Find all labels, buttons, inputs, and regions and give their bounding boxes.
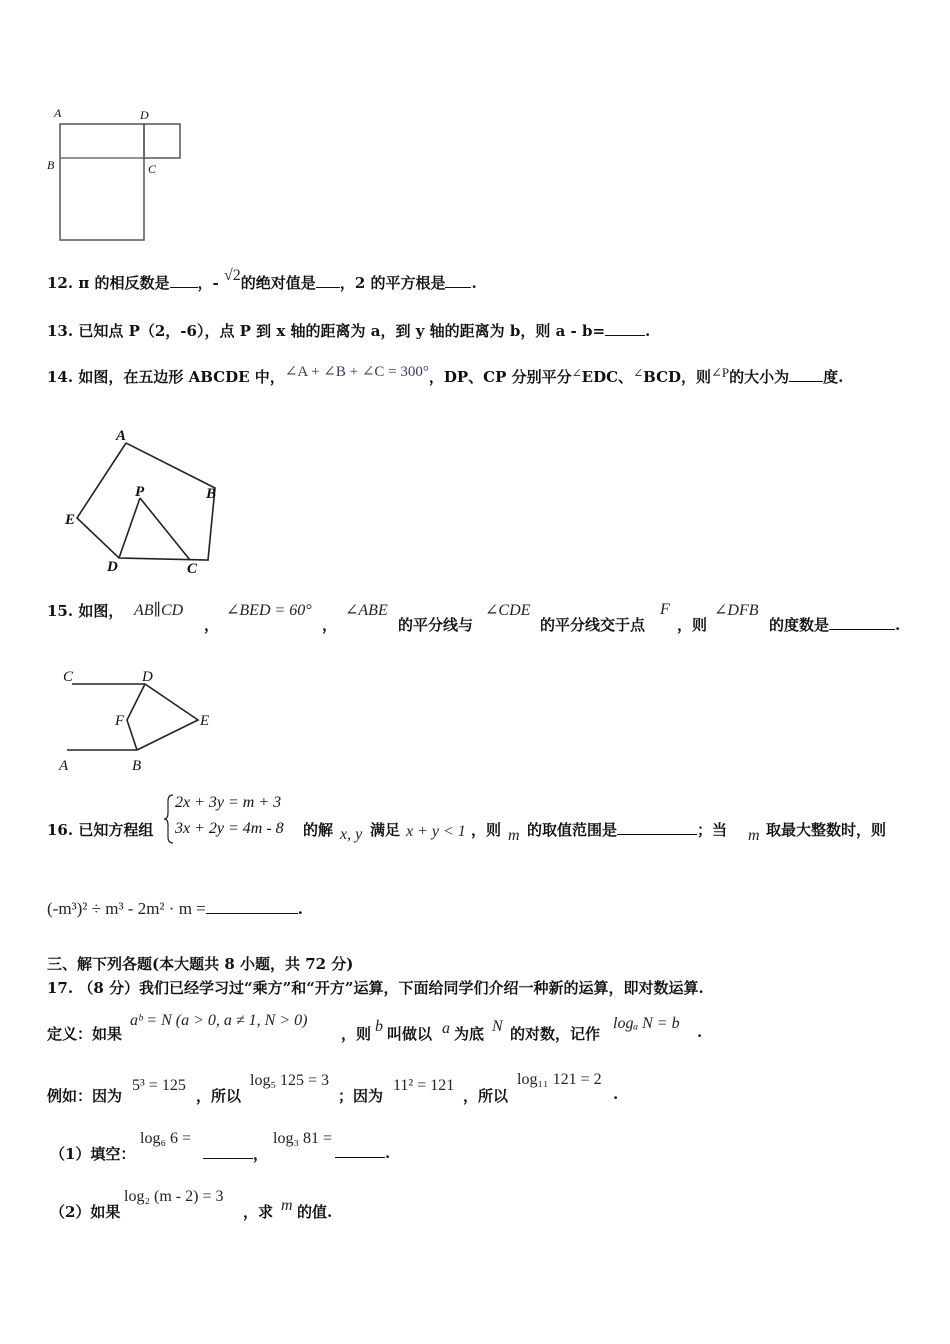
q14-number: 14. [47, 368, 74, 386]
q17-part-1 [50, 1143, 135, 1164]
q15-formula-dfb: ∠DFB [714, 602, 759, 619]
q17-def-a: a [442, 1020, 450, 1037]
q14-text-3: EDC、 [581, 368, 634, 386]
q17-def-text-2: ，则 [341, 1025, 372, 1043]
q17-def-formula: aᵇ = N (a > 0, a ≠ 1, N > 0) [130, 1012, 308, 1029]
pentagon-label-c: C [187, 561, 198, 577]
q17-ex-text-4: ，所以 [463, 1087, 509, 1105]
q12-text-1: π 的相反数是 [78, 274, 170, 292]
q17-p1-formula-1: log₆ 6 = [140, 1130, 192, 1147]
q16-text-1: 已知方程组 [78, 821, 154, 839]
q12-text-2: ，- [197, 274, 219, 292]
q17-p2-text-1: （2）如果 [50, 1203, 121, 1221]
q17-def-text-5: 的对数，记作 [510, 1025, 601, 1043]
parallel-label-a: A [59, 758, 69, 774]
figure-tall-rect [60, 124, 144, 240]
q16-blank-1 [617, 820, 697, 835]
q15-comma-2: ， [322, 616, 338, 634]
q12-text-4: 的绝对值是 [240, 274, 316, 292]
q15-text-2: 的平分线与 [398, 616, 474, 634]
rect-label-b: B [47, 158, 55, 172]
q15-formula-parallel: AB∥CD [134, 602, 184, 619]
q13-end: . [645, 322, 651, 340]
q12-text-5: ，2 的平方根是 [339, 274, 446, 292]
q17-ex-formula-3: 11² = 121 [393, 1077, 455, 1094]
q15-text-5 [769, 614, 900, 635]
q16-number: 16. [47, 821, 74, 839]
q16-text-6: ；当 [697, 821, 728, 839]
q16-end: . [297, 900, 303, 918]
q17-p2-text-2: ，求 [243, 1203, 274, 1221]
parallel-label-f: F [115, 713, 125, 729]
q16-text-5-inner: 的取值范围是 [527, 821, 618, 839]
q12-blank-3 [445, 273, 471, 288]
parallel-label-b: B [132, 758, 142, 774]
q16-formula-xy: x, y [340, 826, 363, 843]
rect-label-d: D [140, 108, 149, 122]
q17-ex-formula-2: log₅ 125 = 3 [250, 1072, 330, 1089]
q17-p1-formula-2: log₃ 81 = [273, 1130, 333, 1147]
section-3-title: 三、解下列各题(本大题共 8 小题，共 72 分) [47, 955, 354, 973]
q15-text-3: 的平分线交于点 [540, 616, 646, 634]
q17-p1-blank-1 [203, 1144, 253, 1159]
q14-angle-2: ∠ [633, 366, 644, 380]
q17-p2-text-3: 的值. [297, 1203, 333, 1221]
question-12 [47, 267, 477, 293]
q17-p1-text: （1）填空： [50, 1145, 136, 1163]
q16-text-3: 满足 [370, 821, 401, 839]
q16-formula-sum: x + y < 1 [406, 823, 466, 840]
q14-angle-p: ∠P [711, 365, 730, 380]
pentagon-figure [60, 425, 240, 585]
q14-blank [789, 367, 823, 382]
question-15 [47, 600, 123, 640]
q13-number: 13. [47, 322, 74, 340]
parallel-label-d: D [142, 669, 153, 685]
q15-text-1: 如图， [78, 602, 124, 620]
q16-text-5 [527, 819, 727, 840]
q16-formula-m-2: m [748, 827, 760, 844]
q14-text-6: 的大小为 [729, 368, 790, 386]
q15-comma-1: ， [204, 616, 220, 634]
q17-def-n: N [492, 1018, 503, 1035]
q17-text: （8 分）我们已经学习过“乘方”和“开方”运算，下面给同学们介绍一种新的运算，即对数运算. [78, 979, 704, 997]
q13-blank [605, 321, 645, 336]
pentagon-label-b: B [206, 486, 217, 502]
q16-equation-2: 3x + 2y = 4m - 8 [175, 820, 284, 837]
q17-def-end: . [697, 1023, 703, 1041]
q17-ex-end: . [613, 1085, 619, 1103]
q17-p1-blank-wrap-1 [203, 1143, 268, 1164]
q16-equation-1: 2x + 3y = m + 3 [175, 794, 282, 811]
question-16 [47, 819, 153, 840]
q17-ex-formula-4: log₁₁ 121 = 2 [517, 1071, 602, 1088]
q13-text: 已知点 P（2，-6），点 P 到 x 轴的距离为 a，到 y 轴的距离为 b，则 a - b= [78, 322, 606, 340]
q15-end: . [895, 616, 901, 634]
q17-p1-blank-wrap-2 [335, 1143, 390, 1162]
q12-blank-1 [170, 273, 198, 288]
pentagon-line-dp [119, 498, 140, 558]
rect-label-a: A [54, 106, 62, 120]
q16-brace [163, 793, 175, 845]
q17-def-log: logₐ N = b [613, 1015, 680, 1032]
q17-example-line [47, 1085, 122, 1106]
parallel-label-c: C [63, 669, 74, 685]
q15-formula-f: F [660, 601, 670, 618]
q17-p1-sep: ， [253, 1145, 269, 1163]
q17-ex-text-1: 例如：因为 [47, 1087, 123, 1105]
q15-formula-abe: ∠ABE [345, 602, 388, 619]
q16-text-7: 取最大整数时，则 [766, 821, 887, 839]
q14-text-2: ，DP、CP 分别平分 [428, 368, 572, 386]
pentagon-label-a: A [116, 428, 127, 444]
line-deb [137, 684, 198, 750]
rectangle-figure [40, 100, 200, 250]
question-14 [47, 366, 843, 387]
q17-p1-end: . [385, 1144, 391, 1162]
q17-number: 17. [47, 979, 74, 997]
q15-text-5-inner: 的度数是 [769, 616, 830, 634]
q17-part-2 [50, 1201, 120, 1222]
q16-text-2: 的解 [303, 821, 334, 839]
q16-text-4: ，则 [471, 821, 502, 839]
q14-angle-1: ∠ [571, 366, 582, 380]
q14-text-4: BCD，则 [643, 368, 712, 386]
question-17 [47, 977, 704, 998]
q14-text-7: 度. [823, 368, 844, 386]
q12-text-6: . [471, 274, 477, 292]
question-13 [47, 320, 650, 341]
q17-def-b: b [375, 1018, 383, 1035]
pentagon-line-cp [140, 498, 190, 560]
q12-sqrt2: √2 [224, 267, 241, 284]
q17-def-text-4: 为底 [454, 1025, 485, 1043]
q14-formula: ∠A + ∠B + ∠C = 300° [284, 364, 429, 380]
q17-p2-formula: log₂ (m - 2) = 3 [124, 1188, 224, 1205]
q15-blank [829, 615, 895, 630]
pentagon-label-d: D [107, 559, 118, 575]
q15-number: 15. [47, 602, 74, 620]
q17-p1-blank-2 [335, 1143, 385, 1158]
q16-blank-2 [206, 899, 298, 914]
q12-number: 12. [47, 274, 74, 292]
q17-ex-formula-1: 5³ = 125 [132, 1077, 186, 1094]
q16-formula-m: m [508, 827, 520, 844]
q16-expression: (-m³)² ÷ m³ - 2m² · m = [47, 899, 206, 918]
q17-def-text-1: 定义：如果 [47, 1025, 123, 1043]
rect-label-c: C [148, 162, 157, 176]
q17-definition-line [47, 1023, 122, 1044]
figure-small-rect [144, 124, 180, 158]
parallel-label-e: E [200, 713, 210, 729]
pentagon-outline [77, 443, 215, 560]
q17-ex-text-2: ，所以 [196, 1087, 242, 1105]
q14-text-1: 如图，在五边形 ABCDE 中， [78, 368, 285, 386]
q15-formula-cde: ∠CDE [485, 602, 531, 619]
q12-blank-2 [316, 273, 340, 288]
q17-p2-m: m [281, 1197, 293, 1214]
q15-text-4: ，则 [677, 616, 708, 634]
q17-def-text-3: 叫做以 [387, 1025, 433, 1043]
q16-expression-line [47, 899, 303, 919]
q15-formula-bed: ∠BED = 60° [226, 602, 312, 619]
line-dfb [127, 684, 145, 750]
pentagon-label-e: E [65, 512, 76, 528]
q17-ex-text-3: ；因为 [338, 1087, 384, 1105]
pentagon-label-p: P [135, 484, 145, 500]
